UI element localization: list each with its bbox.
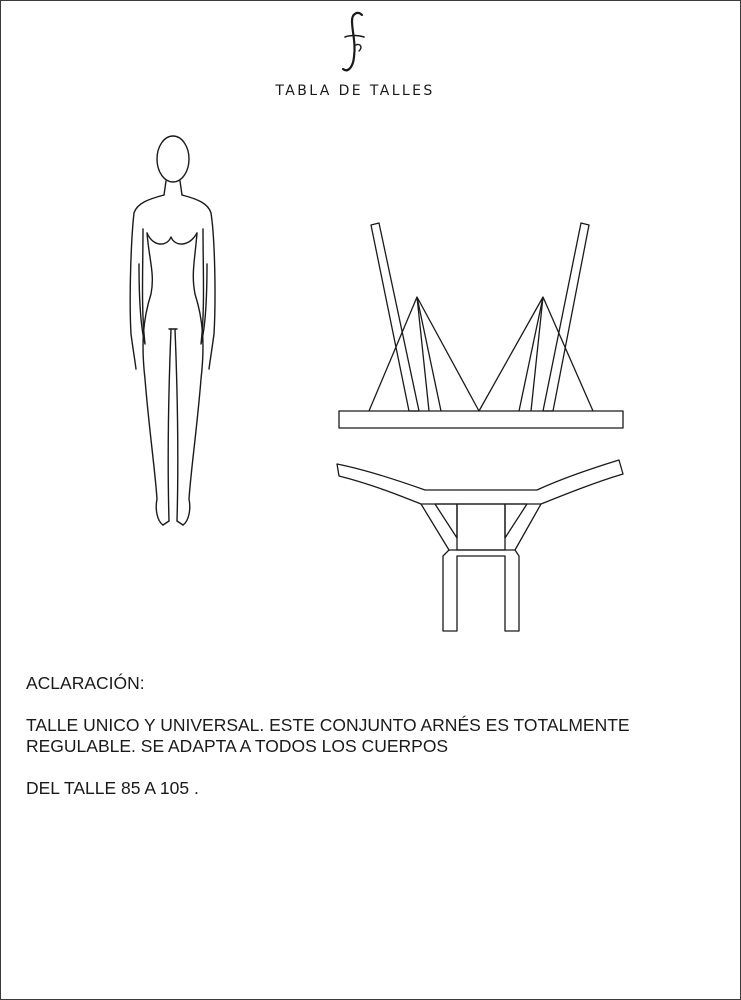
script-f-logo-icon	[334, 9, 374, 77]
female-body-outline-icon	[111, 129, 221, 531]
note-heading: ACLARACIÓN:	[26, 673, 145, 693]
harness-bra-top-icon	[331, 213, 631, 435]
size-range: DEL TALLE 85 A 105 .	[26, 778, 199, 798]
clarification-note	[26, 673, 716, 799]
page-title: TABLA DE TALLES	[275, 83, 435, 99]
harness-bottom-icon	[331, 456, 631, 638]
note-line-2: REGULABLE. SE ADAPTA A TODOS LOS CUERPOS	[26, 736, 449, 756]
note-line-1: TALLE UNICO Y UNIVERSAL. ESTE CONJUNTO ARNÉS ES TOTALMENTE	[26, 715, 630, 735]
